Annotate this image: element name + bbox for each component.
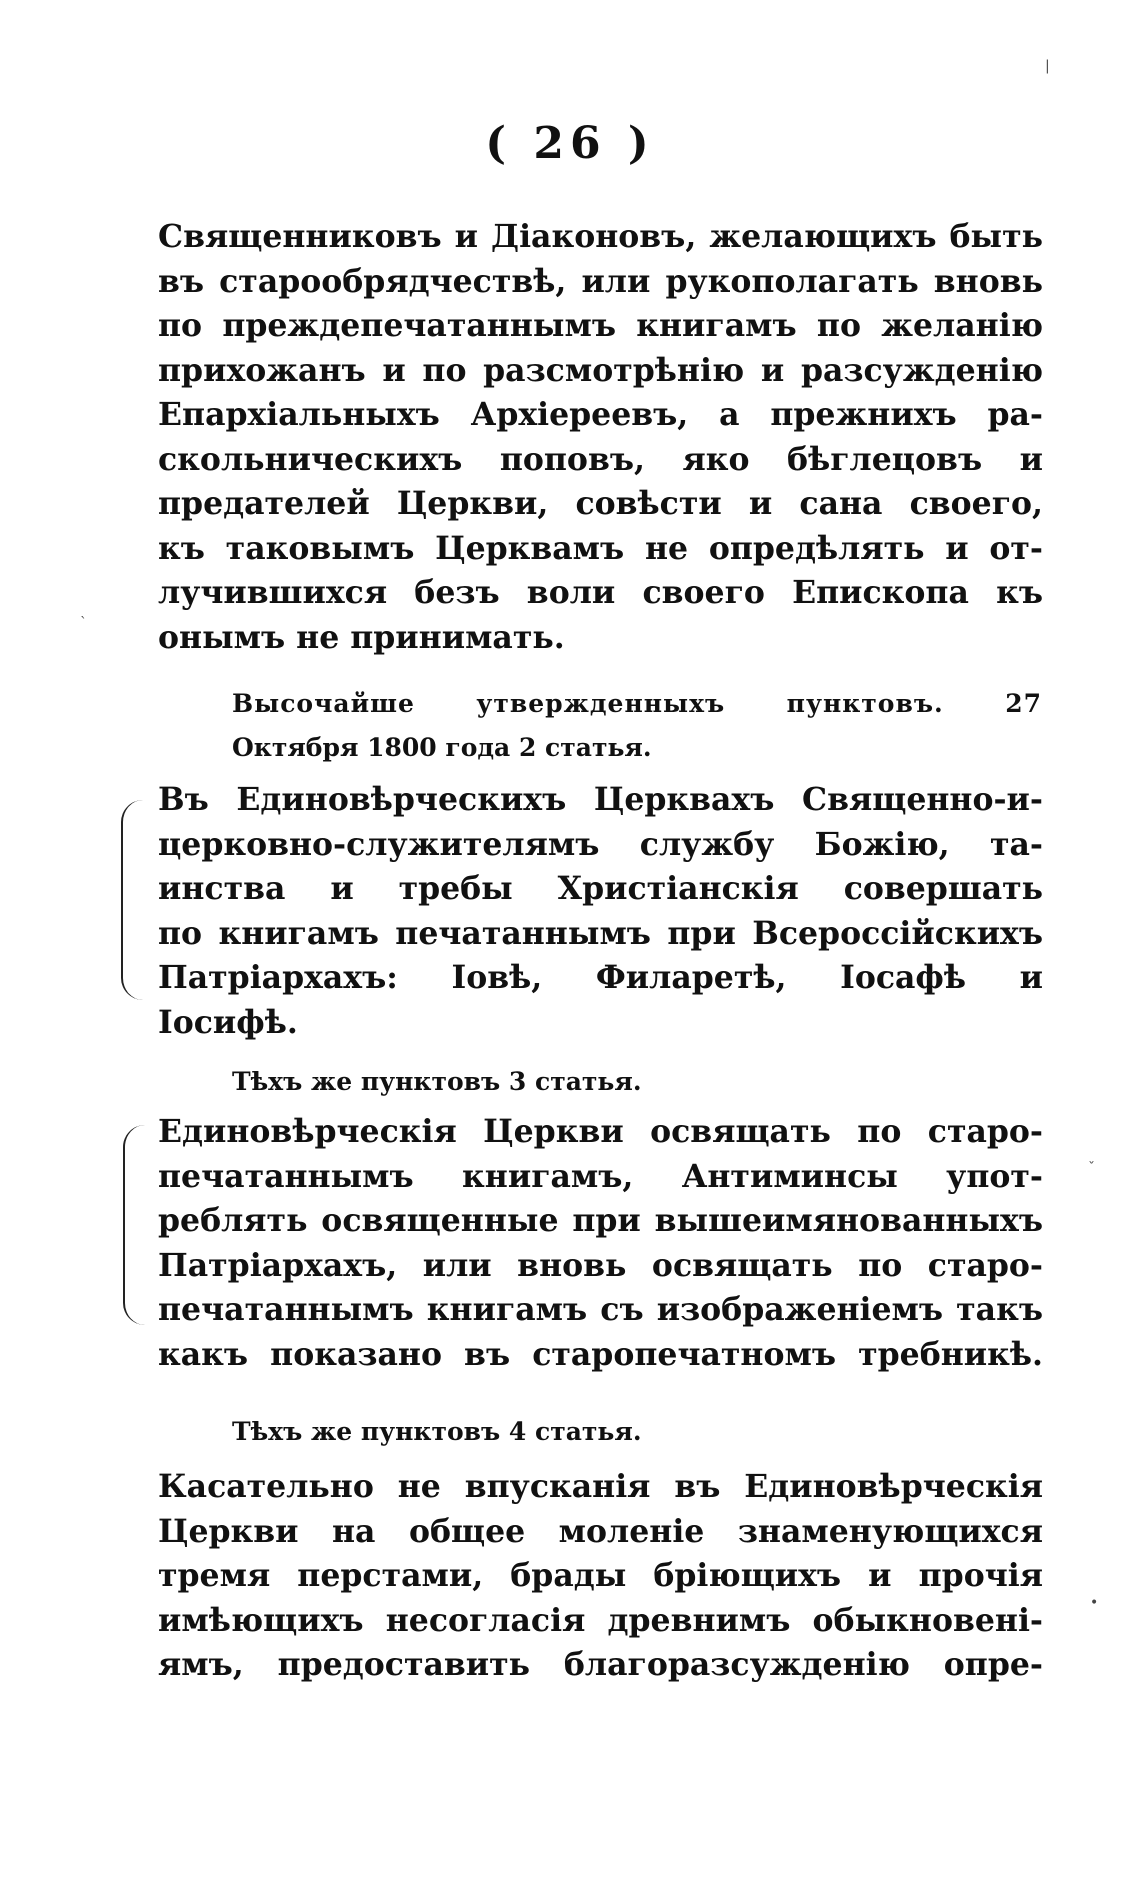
paragraph-2: [158, 778, 1043, 1045]
caption-1: [232, 682, 1042, 770]
caption-line: Высочайше утвержденныхъ пунктовъ. 27: [232, 689, 1042, 718]
text-line: печатаннымъ книгамъ, Антиминсы упот-: [158, 1157, 1043, 1195]
text-line: Въ Единовѣрческихъ Церквахъ Священно-и-: [158, 781, 1043, 818]
paper-speck: ˇ: [1088, 1160, 1095, 1176]
text-line: церковно-служителямъ службу Божію, та-: [158, 825, 1043, 863]
margin-bracket: [123, 1125, 145, 1325]
text-line: предателей Церкви, совѣсти и сана своего,: [158, 485, 1043, 522]
text-line: по книгамъ печатаннымъ при Всероссійскихъ: [158, 914, 1043, 952]
text-line: Епархіальныхъ Архіереевъ, а прежнихъ ра-: [158, 396, 1043, 433]
text-line: Церкви на общее моленіе знаменующихся: [158, 1512, 1043, 1550]
text-line: къ таковымъ Церквамъ не опредѣлять и от-: [158, 529, 1043, 567]
paragraph-1: [158, 215, 1043, 660]
text-line: печатаннымъ книгамъ съ изображеніемъ такъ: [158, 1291, 1043, 1328]
text-line: Іосифѣ.: [158, 1003, 298, 1041]
paper-speck: •: [1090, 1595, 1099, 1611]
text-line: имѣющихъ несогласія древнимъ обыкновені-: [158, 1601, 1043, 1639]
text-line: по преждепечатаннымъ книгамъ по желанію: [158, 307, 1043, 344]
text-line: скольническихъ поповъ, яко бѣглецовъ и: [158, 440, 1043, 478]
paper-speck: ˋ: [80, 615, 87, 631]
text-line: реблять освященные при вышеимянованныхъ: [158, 1202, 1043, 1239]
paragraph-3: [158, 1110, 1043, 1377]
text-line: Патріархахъ, или вновь освящать по старо-: [158, 1246, 1043, 1284]
text-line: онымъ не принимать.: [158, 618, 565, 656]
caption-line: Тѣхъ же пунктовъ 3 статья.: [232, 1067, 642, 1096]
text-line: лучившихся безъ воли своего Епископа къ: [158, 574, 1043, 611]
caption-line: Октября 1800 года 2 статья.: [232, 733, 652, 762]
text-line: какъ показано въ старопечатномъ требникѣ.: [158, 1335, 1043, 1373]
text-line: прихожанъ и по разсмотрѣнію и разсужденію: [158, 351, 1043, 389]
text-line: въ старообрядчествѣ, или рукополагать вновь: [158, 262, 1043, 300]
text-line: Единовѣрческія Церкви освящать по старо-: [158, 1113, 1043, 1150]
paragraph-4: [158, 1465, 1043, 1688]
page-number: ( 26 ): [485, 118, 655, 169]
caption-2: [232, 1060, 1042, 1104]
caption-3: [232, 1410, 1042, 1454]
text-line: Касательно не впусканія въ Единовѣрческія: [158, 1468, 1043, 1505]
text-line: ямъ, предоставить благоразсужденію опре-: [158, 1646, 1043, 1683]
text-line: Патріархахъ: Іовѣ, Филаретѣ, Іосафѣ и: [158, 959, 1043, 996]
paper-speck: |: [1045, 58, 1050, 74]
text-line: Священниковъ и Діаконовъ, желающихъ быть: [158, 218, 1043, 255]
text-line: инства и требы Христіанскія совершать: [158, 870, 1043, 907]
margin-bracket: [121, 800, 143, 1000]
text-line: тремя перстами, брады бріющихъ и прочія: [158, 1557, 1043, 1594]
caption-line: Тѣхъ же пунктовъ 4 статья.: [232, 1417, 642, 1446]
